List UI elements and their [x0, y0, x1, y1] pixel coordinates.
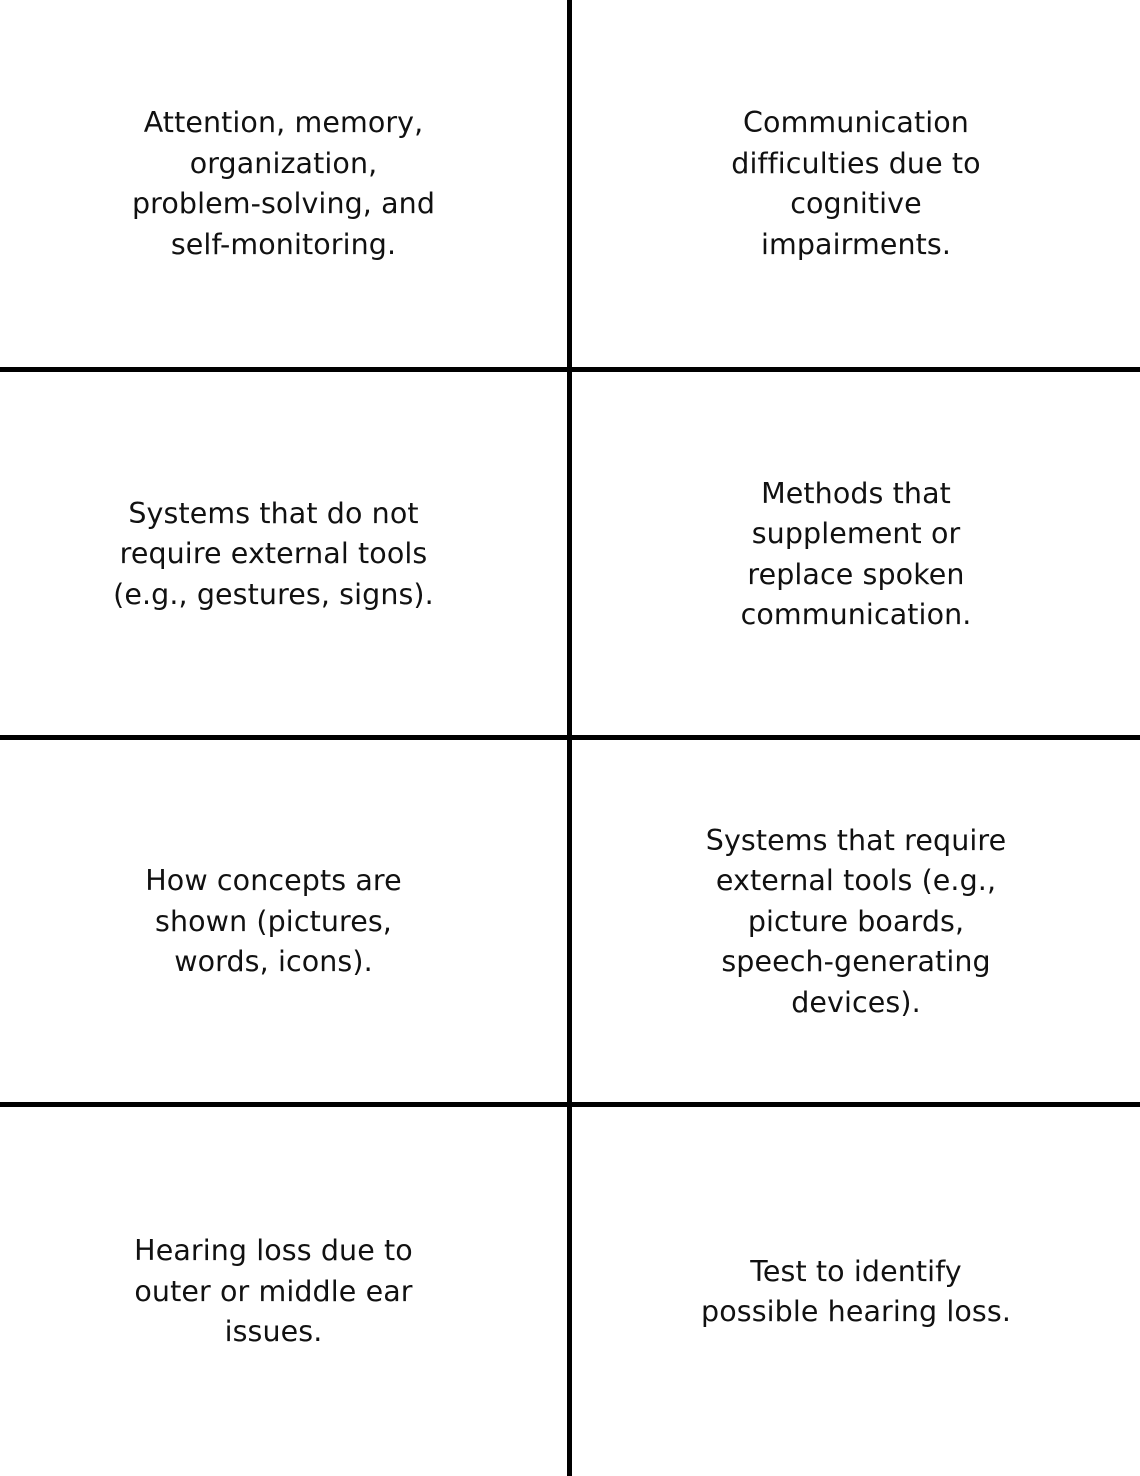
- card-cell: [0, 0, 567, 368]
- horizontal-divider: [0, 1102, 1140, 1107]
- card-cell: [572, 373, 1140, 736]
- card-cell: [572, 0, 1140, 368]
- card-text: Methods that supplement or replace spoken communication.: [740, 476, 972, 631]
- card-cell: [572, 1108, 1140, 1476]
- card-text: How concepts are shown (pictures, words, icons).: [145, 864, 402, 979]
- card-text: Attention, memory, organization, problem-solving, and self-monitoring.: [131, 106, 436, 261]
- card-text: Systems that require external tools (e.g., picture boards, speech-generating devices).: [705, 823, 1007, 1019]
- card-cell: [0, 373, 567, 736]
- card-text: Systems that do not require external tools (e.g., gestures, signs).: [113, 496, 434, 611]
- card-text: Hearing loss due to outer or middle ear issues.: [134, 1234, 413, 1349]
- card-text: Communication difficulties due to cognitive impairments.: [731, 106, 981, 261]
- card-cell: [0, 741, 567, 1103]
- horizontal-divider: [0, 735, 1140, 740]
- card-text: Test to identify possible hearing loss.: [701, 1254, 1011, 1328]
- card-cell: [0, 1108, 567, 1476]
- card-cell: [572, 741, 1140, 1103]
- horizontal-divider: [0, 367, 1140, 372]
